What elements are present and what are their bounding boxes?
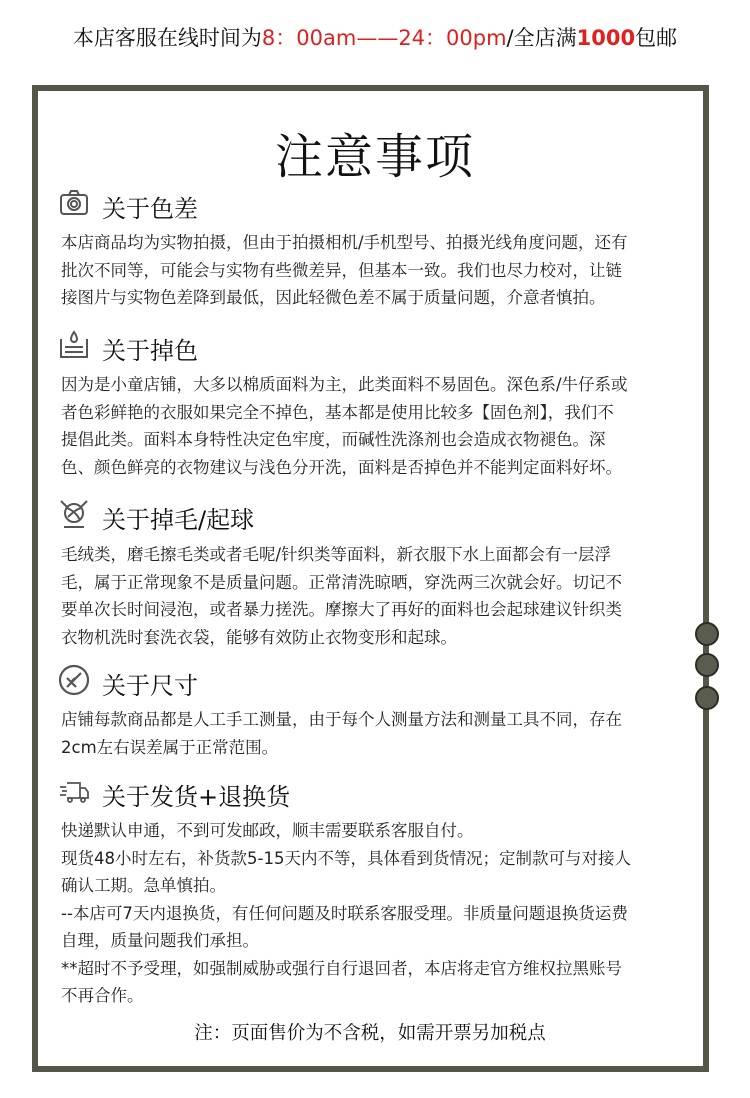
section-header-size [58, 664, 198, 702]
body-line: 要单次长时间浸泡，或者暴力搓洗。摩擦大了再好的面料也会起球建议针织类 [61, 600, 622, 619]
ring-decoration [695, 622, 719, 646]
body-line: 批次不同等，可能会与实物有些微差异，但基本一致。我们也尽力校对，让链 [61, 260, 622, 280]
body-line: 店铺每款商品都是人工手工测量，由于每个人测量方法和测量工具不同，存在 [61, 710, 622, 729]
body-line: 2cm左右误差属于正常范围。 [61, 737, 279, 757]
section-heading: 关于掉毛/起球 [102, 505, 255, 534]
section-body [61, 229, 628, 312]
ring-decoration [695, 653, 719, 677]
banner-mid: /全店满 [506, 26, 577, 50]
body-line: 不再合作。 [61, 986, 144, 1005]
section-header-fading [58, 329, 198, 367]
body-line: 衣物机洗时套洗衣袋，能够有效防止衣物变形和起球。 [61, 627, 457, 647]
body-line: 接图片与实物色差降到最低，因此轻微色差不属于质量问题，介意者慎拍。 [61, 288, 606, 307]
body-line: **超时不予受理，如强制威胁或强行自行退回者，本店将走官方维权拉黑账号 [61, 958, 622, 978]
yarn-ball-icon [58, 498, 90, 536]
section-header-pilling [58, 498, 254, 536]
body-line: 毛，属于正常现象不是质量问题。正常清洗晾晒，穿洗两三次就会好。切记不 [61, 572, 622, 592]
body-line: 因为是小童店铺，大多以棉质面料为主，此类面料不易固色。深色系/牛仔系或 [61, 375, 628, 394]
body-line: 现货48小时左右，补货款5-15天内不等，具体看到货情况；定制款可与对接人 [61, 848, 631, 868]
camera-icon [58, 187, 90, 225]
banner-suffix: 包邮 [635, 26, 678, 50]
body-line: 色、颜色鲜亮的衣物建议与浅色分开洗，面料是否掉色并不能判定面料好坏。 [61, 457, 622, 477]
tax-note: 注：页面售价为不含税，如需开票另加税点 [194, 1023, 546, 1044]
ruler-icon [58, 664, 90, 702]
body-line: 自理，质量问题我们承担。 [61, 931, 259, 950]
wash-basin-icon [58, 329, 90, 367]
section-heading: 关于尺寸 [102, 671, 198, 700]
banner-prefix: 本店客服在线时间为 [72, 26, 262, 50]
ring-decoration [695, 686, 719, 710]
section-body [61, 371, 628, 481]
body-line: 快递默认申通，不到可发邮政，顺丰需要联系客服自付。 [61, 821, 474, 840]
section-body [61, 706, 622, 761]
section-body [61, 817, 631, 1010]
body-line: 提倡此类。面料本身特性决定色牢度，而碱性洗涤剂也会造成衣物褪色。深 [61, 430, 606, 449]
free-shipping-amount: 1000 [576, 26, 636, 50]
section-header-shipping-returns [58, 775, 290, 813]
body-line: --本店可7天内退换货，有任何问题及时联系客服受理。非质量问题退换货运费 [61, 903, 628, 923]
service-hours-banner [0, 22, 750, 52]
body-line: 者色彩鲜艳的衣服如果完全不掉色，基本都是使用比较多【固色剂】，我们不 [61, 402, 614, 422]
body-line: 确认工期。急单慎拍。 [61, 876, 226, 895]
section-heading: 关于发货+退换货 [102, 782, 291, 811]
page-title: 注意事项 [274, 129, 475, 185]
delivery-truck-icon [58, 775, 90, 813]
section-body [61, 541, 622, 651]
service-hours: 8：00am——24：00pm [261, 26, 507, 50]
body-line: 毛绒类，磨毛擦毛类或者毛呢/针织类等面料，新衣服下水上面都会有一层浮 [61, 545, 612, 564]
section-heading: 关于掉色 [102, 336, 198, 365]
section-heading: 关于色差 [102, 194, 198, 223]
body-line: 本店商品均为实物拍摄，但由于拍摄相机/手机型号、拍摄光线角度问题，还有 [61, 233, 628, 252]
section-header-color-difference [58, 187, 198, 225]
